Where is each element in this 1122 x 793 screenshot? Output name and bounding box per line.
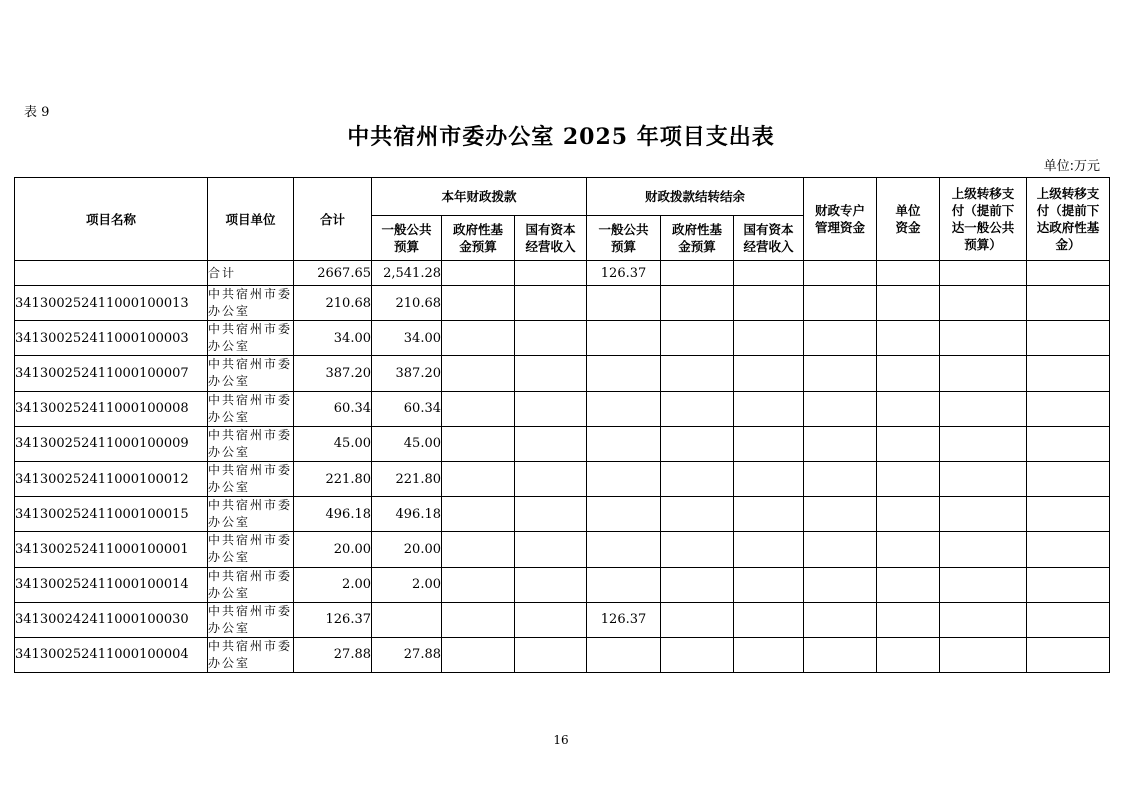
row-unit-funds [877, 426, 940, 461]
row-cur-gov-fund [442, 321, 515, 356]
row-total: 45.00 [294, 426, 372, 461]
row-transfer-general [940, 567, 1027, 602]
project-unit: 中共宿州市委办公室 [208, 356, 294, 391]
row-unit-funds [877, 532, 940, 567]
project-unit: 中共宿州市委办公室 [208, 321, 294, 356]
row-total: 496.18 [294, 497, 372, 532]
header-transfer-fund: 上级转移支付（提前下达政府性基金） [1027, 178, 1110, 261]
row-transfer-fund [1027, 637, 1110, 672]
row-cur-general: 210.68 [372, 286, 442, 321]
row-cur-general: 34.00 [372, 321, 442, 356]
header-project-name: 项目名称 [15, 178, 208, 261]
row-carry-general [587, 497, 661, 532]
row-cur-gov-fund [442, 461, 515, 496]
header-fiscal-special: 财政专户管理资金 [804, 178, 877, 261]
row-cur-state-capital [515, 567, 587, 602]
row-carry-general [587, 286, 661, 321]
table-row [15, 426, 1110, 461]
row-transfer-fund [1027, 321, 1110, 356]
total-amount: 2667.65 [294, 261, 372, 286]
row-carry-state-capital [734, 497, 804, 532]
row-cur-gov-fund [442, 426, 515, 461]
project-unit: 中共宿州市委办公室 [208, 461, 294, 496]
row-cur-gov-fund [442, 497, 515, 532]
row-total: 387.20 [294, 356, 372, 391]
row-carry-state-capital [734, 321, 804, 356]
row-cur-state-capital [515, 532, 587, 567]
total-row [15, 261, 1110, 286]
table-row [15, 286, 1110, 321]
table-row [15, 637, 1110, 672]
row-cur-general [372, 602, 442, 637]
row-cur-gov-fund [442, 637, 515, 672]
project-unit: 中共宿州市委办公室 [208, 567, 294, 602]
row-total: 34.00 [294, 321, 372, 356]
header-carry-gov-fund: 政府性基金预算 [661, 216, 734, 261]
row-cur-general: 221.80 [372, 461, 442, 496]
row-carry-general [587, 637, 661, 672]
project-code: 341300252411000100003 [15, 321, 208, 356]
row-fiscal-special [804, 567, 877, 602]
row-fiscal-special [804, 461, 877, 496]
row-carry-state-capital [734, 602, 804, 637]
row-carry-general [587, 461, 661, 496]
row-unit-funds [877, 602, 940, 637]
row-transfer-fund [1027, 497, 1110, 532]
table-number: 表 9 [24, 105, 50, 120]
project-unit: 中共宿州市委办公室 [208, 602, 294, 637]
row-carry-general [587, 567, 661, 602]
row-carry-state-capital [734, 286, 804, 321]
total-label: 合计 [208, 261, 294, 286]
project-unit: 中共宿州市委办公室 [208, 426, 294, 461]
unit-note: 单位:万元 [1043, 159, 1100, 174]
header-cur-state-capital: 国有资本经营收入 [515, 216, 587, 261]
row-carry-gov-fund [661, 567, 734, 602]
row-carry-state-capital [734, 356, 804, 391]
header-carry-state-capital: 国有资本经营收入 [734, 216, 804, 261]
row-cur-gov-fund [442, 356, 515, 391]
row-cur-state-capital [515, 391, 587, 426]
project-unit: 中共宿州市委办公室 [208, 497, 294, 532]
row-fiscal-special [804, 391, 877, 426]
row-cur-general: 387.20 [372, 356, 442, 391]
row-carry-gov-fund [661, 391, 734, 426]
table-row [15, 602, 1110, 637]
row-unit-funds [877, 286, 940, 321]
row-carry-state-capital [734, 426, 804, 461]
table-row [15, 391, 1110, 426]
row-transfer-fund [1027, 391, 1110, 426]
row-cur-state-capital [515, 356, 587, 391]
project-code: 341300252411000100015 [15, 497, 208, 532]
total-cur-general: 2,541.28 [372, 261, 442, 286]
row-cur-gov-fund [442, 391, 515, 426]
row-cur-gov-fund [442, 567, 515, 602]
row-transfer-general [940, 321, 1027, 356]
row-unit-funds [877, 391, 940, 426]
project-code: 341300252411000100012 [15, 461, 208, 496]
project-unit: 中共宿州市委办公室 [208, 637, 294, 672]
row-fiscal-special [804, 321, 877, 356]
header-unit-funds: 单位资金 [877, 178, 940, 261]
header-transfer-general: 上级转移支付（提前下达一般公共预算） [940, 178, 1027, 261]
row-transfer-fund [1027, 356, 1110, 391]
row-transfer-general [940, 461, 1027, 496]
project-code: 341300252411000100008 [15, 391, 208, 426]
row-carry-general [587, 532, 661, 567]
row-cur-state-capital [515, 461, 587, 496]
row-carry-gov-fund [661, 637, 734, 672]
row-fiscal-special [804, 426, 877, 461]
project-code: 341300252411000100007 [15, 356, 208, 391]
row-total: 126.37 [294, 602, 372, 637]
row-fiscal-special [804, 356, 877, 391]
row-unit-funds [877, 321, 940, 356]
row-transfer-general [940, 497, 1027, 532]
row-unit-funds [877, 461, 940, 496]
row-total: 2.00 [294, 567, 372, 602]
header-project-unit: 项目单位 [208, 178, 294, 261]
header-carryover-group: 财政拨款结转结余 [587, 178, 804, 216]
row-carry-gov-fund [661, 356, 734, 391]
table-row [15, 356, 1110, 391]
project-code: 341300242411000100030 [15, 602, 208, 637]
row-carry-gov-fund [661, 321, 734, 356]
row-total: 221.80 [294, 461, 372, 496]
row-total: 27.88 [294, 637, 372, 672]
row-transfer-fund [1027, 461, 1110, 496]
row-carry-gov-fund [661, 602, 734, 637]
row-fiscal-special [804, 497, 877, 532]
row-transfer-fund [1027, 602, 1110, 637]
table-row [15, 567, 1110, 602]
row-total: 210.68 [294, 286, 372, 321]
row-carry-general [587, 426, 661, 461]
project-code: 341300252411000100001 [15, 532, 208, 567]
row-unit-funds [877, 637, 940, 672]
row-cur-general: 20.00 [372, 532, 442, 567]
row-fiscal-special [804, 637, 877, 672]
page-title: 中共宿州市委办公室 2025 年项目支出表 [347, 124, 775, 150]
row-transfer-general [940, 356, 1027, 391]
row-carry-state-capital [734, 532, 804, 567]
row-cur-gov-fund [442, 532, 515, 567]
row-carry-gov-fund [661, 461, 734, 496]
row-carry-gov-fund [661, 532, 734, 567]
row-cur-general: 60.34 [372, 391, 442, 426]
row-transfer-fund [1027, 532, 1110, 567]
row-cur-state-capital [515, 321, 587, 356]
row-carry-gov-fund [661, 426, 734, 461]
header-carry-general: 一般公共预算 [587, 216, 661, 261]
row-unit-funds [877, 567, 940, 602]
project-code: 341300252411000100004 [15, 637, 208, 672]
row-cur-general: 45.00 [372, 426, 442, 461]
row-cur-state-capital [515, 286, 587, 321]
row-carry-state-capital [734, 567, 804, 602]
row-transfer-general [940, 426, 1027, 461]
row-fiscal-special [804, 532, 877, 567]
project-expenditure-table [14, 177, 1110, 673]
row-transfer-general [940, 391, 1027, 426]
project-unit: 中共宿州市委办公室 [208, 391, 294, 426]
row-transfer-fund [1027, 567, 1110, 602]
row-total: 20.00 [294, 532, 372, 567]
header-cur-general: 一般公共预算 [372, 216, 442, 261]
row-cur-state-capital [515, 637, 587, 672]
row-transfer-general [940, 532, 1027, 567]
table-row [15, 321, 1110, 356]
row-carry-general [587, 321, 661, 356]
row-cur-gov-fund [442, 602, 515, 637]
row-carry-gov-fund [661, 497, 734, 532]
page-number: 16 [553, 733, 569, 747]
row-carry-general [587, 356, 661, 391]
row-transfer-general [940, 286, 1027, 321]
header-total: 合计 [294, 178, 372, 261]
project-code: 341300252411000100009 [15, 426, 208, 461]
total-carry-general: 126.37 [587, 261, 661, 286]
row-cur-general: 27.88 [372, 637, 442, 672]
row-unit-funds [877, 356, 940, 391]
row-transfer-fund [1027, 286, 1110, 321]
row-carry-general: 126.37 [587, 602, 661, 637]
row-cur-general: 496.18 [372, 497, 442, 532]
project-unit: 中共宿州市委办公室 [208, 286, 294, 321]
row-carry-state-capital [734, 637, 804, 672]
project-code: 341300252411000100013 [15, 286, 208, 321]
row-transfer-fund [1027, 426, 1110, 461]
header-current-year-group: 本年财政拨款 [372, 178, 587, 216]
table-row [15, 497, 1110, 532]
row-cur-state-capital [515, 426, 587, 461]
row-carry-state-capital [734, 461, 804, 496]
row-unit-funds [877, 497, 940, 532]
table-row [15, 532, 1110, 567]
row-cur-state-capital [515, 602, 587, 637]
project-code: 341300252411000100014 [15, 567, 208, 602]
row-fiscal-special [804, 602, 877, 637]
row-cur-gov-fund [442, 286, 515, 321]
row-cur-general: 2.00 [372, 567, 442, 602]
row-transfer-general [940, 637, 1027, 672]
row-transfer-general [940, 602, 1027, 637]
row-total: 60.34 [294, 391, 372, 426]
row-cur-state-capital [515, 497, 587, 532]
project-unit: 中共宿州市委办公室 [208, 532, 294, 567]
row-carry-gov-fund [661, 286, 734, 321]
row-carry-state-capital [734, 391, 804, 426]
table-row [15, 461, 1110, 496]
row-carry-general [587, 391, 661, 426]
row-fiscal-special [804, 286, 877, 321]
header-cur-gov-fund: 政府性基金预算 [442, 216, 515, 261]
